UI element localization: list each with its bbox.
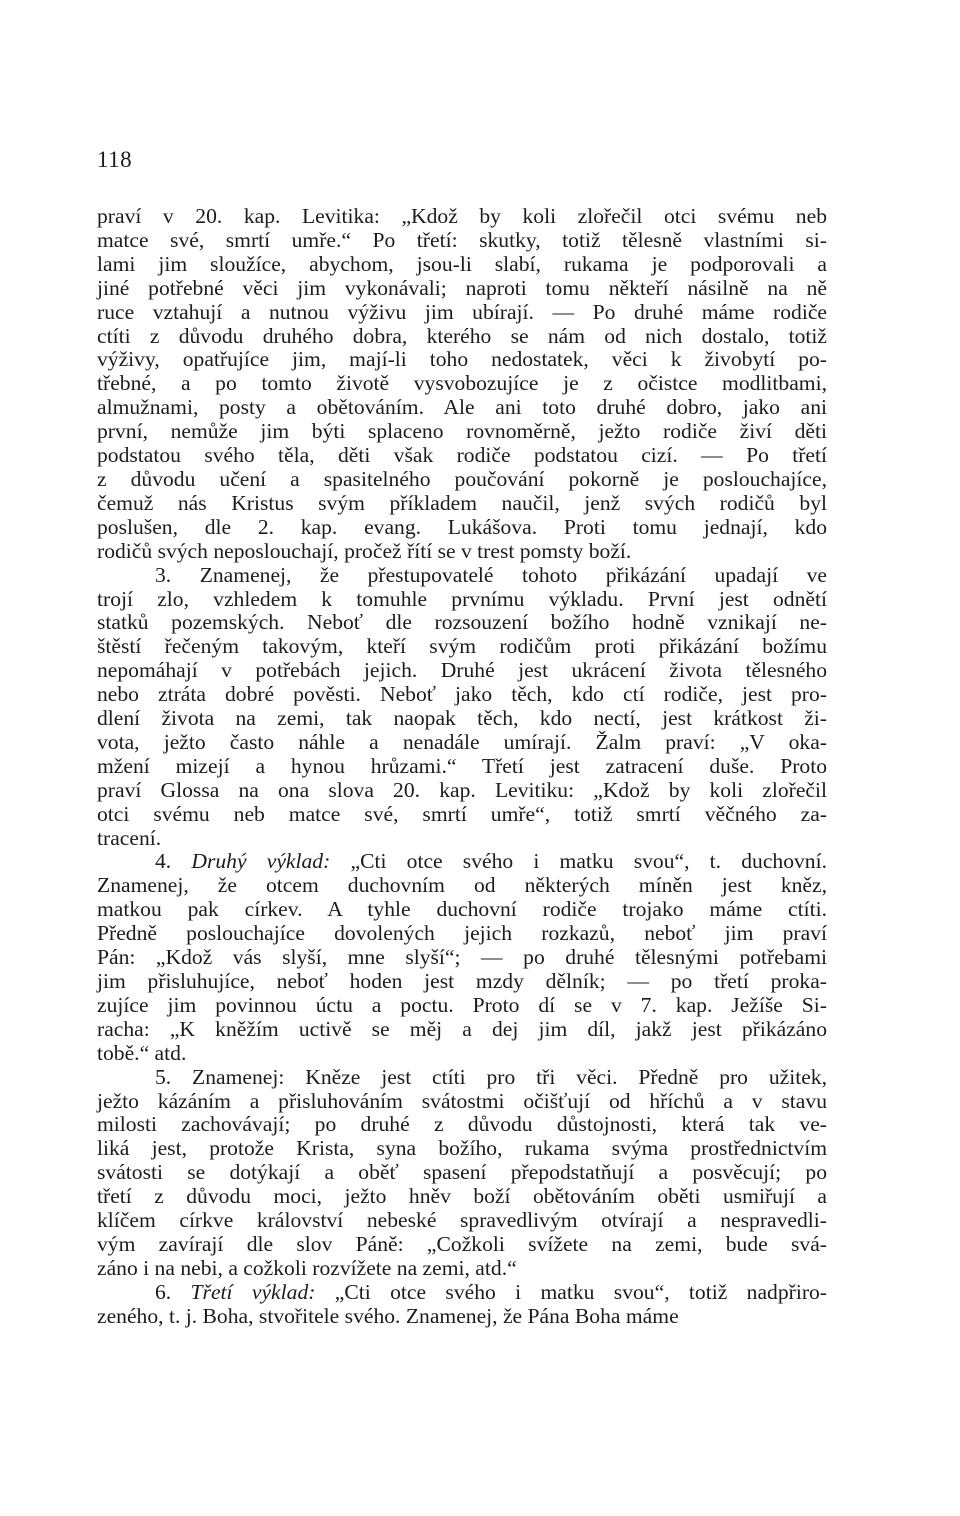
line-text: ruce vztahují a nutnou výživu jim ubírají. — Po druhé máme rodiče [97,299,827,324]
page-number: 118 [97,147,133,172]
text-line [97,707,827,731]
line-text-rest: „Cti otce svého i matku svou“, t. duchovní. [330,849,828,874]
line-text: jim přisluhujíce, neboť hoden jest mzdy dělník; — po třetí proka- [97,969,827,993]
text-line [97,301,827,325]
text-line [97,731,827,755]
line-text: štěstí řečeným takovým, kteří svým rodičům proti přikázání božímu [97,634,827,659]
line-text: záno i na nebi, a cožkoli rozvížete na zemi, atd.“ [97,1255,517,1280]
text-line [97,253,827,277]
line-text: otci svému neb matce své, smrtí umře“, totiž smrtí věčného za- [97,801,827,826]
text-line [97,348,827,372]
line-text: almužnami, posty a obětováním. Ale ani toto druhé dobro, jako ani [97,395,827,420]
line-text: trojí zlo, vzhledem k tomuhle prvnímu výkladu. První jest odnětí [97,586,827,611]
text-line [97,205,827,229]
text-line [97,588,827,612]
line-text: matce své, smrtí umře.“ Po třetí: skutky, totiž tělesně vlastními si- [97,227,827,252]
text-line [97,1305,827,1329]
line-text: zujíce jim povinnou úctu a poctu. Proto dí se v 7. kap. Ježíše Si- [97,992,827,1017]
text-line [97,564,827,588]
line-text: nepomáhají v potřebách jejich. Druhé jest ukrácení života tělesného [97,658,827,683]
line-text: Předně poslouchajíce dovolených jejich rozkazů, neboť jim praví [97,921,827,946]
text-line [97,229,827,253]
text-line [97,1066,827,1090]
text-line [97,1161,827,1185]
text-line [97,1185,827,1209]
text-line [97,468,827,492]
line-text: 4. [155,849,192,874]
line-text: nebo ztráta dobré pověsti. Neboť jako těch, kdo ctí rodiče, jest pro- [97,682,827,707]
text-line [97,827,827,851]
line-text: podstatou svého těla, děti však rodiče podstatou cizí. — Po třetí [97,443,827,468]
line-text: tobě.“ atd. [97,1040,187,1065]
line-text: poslušen, dle 2. kap. evang. Lukášova. Proti tomu jednají, kdo [97,514,827,539]
text-line [97,492,827,516]
text-line [97,659,827,683]
text-line [97,922,827,946]
text-line [97,755,827,779]
line-text: jiné potřebné věci jim vykonávali; naproti tomu někteří násilně na ně [97,275,827,300]
line-text: výživy, opatřujíce jim, mají-li toho nedostatek, věci k živobytí po- [97,347,827,372]
line-text: dlení života na zemi, tak naopak těch, kdo nectí, jest krátkost ži- [97,706,827,731]
line-text: mžení mizejí a hynou hrůzami.“ Třetí jest zatracení duše. Proto [97,753,827,778]
text-line [97,1018,827,1042]
text-line [97,277,827,301]
line-text: ctíti z důvodu druhého dobra, kterého se nám od nich dostalo, totiž [97,323,827,348]
line-text: rodičů svých neposlouchají, pročež řítí se v trest pomsty boží. [97,538,632,563]
line-text: liká jest, protože Krista, syna božího, rukama svýma prostřednictvím [97,1136,827,1161]
line-text-rest: „Cti otce svého i matku svou“, totiž nadpřiro- [315,1279,828,1304]
line-text: matkou pak církev. A tyhle duchovní rodiče trojako máme ctíti. [97,897,827,922]
line-text: praví Glossa na ona slova 20. kap. Levitiku: „Kdož by koli zlořečil [97,777,827,802]
line-text: třetí z důvodu moci, ježto hněv boží obětováním oběti usmiřují a [97,1184,827,1209]
text-line [97,803,827,827]
line-text: vým zavírají dle slov Páně: „Cožkoli svížete na zemi, bude svá- [97,1231,827,1256]
text-line [97,1042,827,1066]
line-text: lami jim sloužíce, abychom, jsou-li slabí, rukama je podporovali a [97,251,827,276]
line-text: Znamenej, že otcem duchovním od některých míněn jest kněz, [97,873,827,898]
text-line [97,1137,827,1161]
line-text: svátosti se dotýkají a oběť spasení přepodstatňují a posvěcují; po [97,1160,827,1185]
line-text: zeného, t. j. Boha, stvořitele svého. Znamenej, že Pána Boha máme [97,1303,679,1328]
line-text: tracení. [97,825,162,850]
line-text: klíčem církve království nebeské spravedlivým otvírají a nespravedli- [97,1208,827,1233]
line-text: ježto kázáním a přisluhováním svátostmi očišťují od hříchů a v stavu [97,1088,827,1113]
text-line [97,1257,827,1281]
line-text: racha: „K kněžím uctivě se měj a dej jim díl, jakž jest přikázáno [97,1016,827,1041]
line-text: statků pozemských. Neboť dle rozsouzení božího hodně vznikají ne- [97,610,827,635]
text-line [97,1233,827,1257]
line-text: 5. Znamenej: Kněze jest ctíti pro tři věci. Předně pro užitek, [155,1064,827,1089]
text-line [97,1113,827,1137]
text-line [97,970,827,994]
text-line [97,946,827,970]
text-line [97,540,827,564]
line-text: první, nemůže jim býti splaceno rovnoměrně, ježto rodiče živí děti [97,419,827,444]
text-line [97,611,827,635]
text-line [97,1090,827,1114]
text-line [97,372,827,396]
text-line [97,420,827,444]
text-line [97,635,827,659]
line-text: 6. [155,1279,191,1304]
text-line [97,994,827,1018]
body-text [97,205,827,1329]
line-text: vota, ježto často náhle a nenadále umírají. Žalm praví: „V oka- [97,729,827,754]
italic-heading: Druhý výklad: [191,849,331,874]
text-line [97,1209,827,1233]
text-line [97,898,827,922]
text-line [97,874,827,898]
line-text: 3. Znamenej, že přestupovatelé tohoto přikázání upadají ve [155,562,827,587]
text-line [97,444,827,468]
text-line [97,850,827,874]
line-text: Pán: „Kdož vás slyší, mne slyší“; — po druhé tělesnými potřebami [97,945,827,970]
text-line [97,396,827,420]
line-text: z důvodu učení a spasitelného poučování pokorně je poslouchajíce, [97,466,827,491]
text-line [97,683,827,707]
text-line [97,779,827,803]
text-line [97,325,827,349]
text-line [97,516,827,540]
line-text: milosti zachovávají; po druhé z důvodu důstojnosti, která tak ve- [97,1112,827,1137]
text-line [97,1281,827,1305]
line-text: praví v 20. kap. Levitika: „Kdož by koli zlořečil otci svému neb [97,204,827,228]
line-text: třebné, a po tomto životě vysvobozujíce je z očistce modlitbami, [97,371,827,396]
line-text: čemuž nás Kristus svým příkladem naučil, jenž svých rodičů byl [97,490,827,515]
italic-heading: Třetí výklad: [190,1279,316,1304]
